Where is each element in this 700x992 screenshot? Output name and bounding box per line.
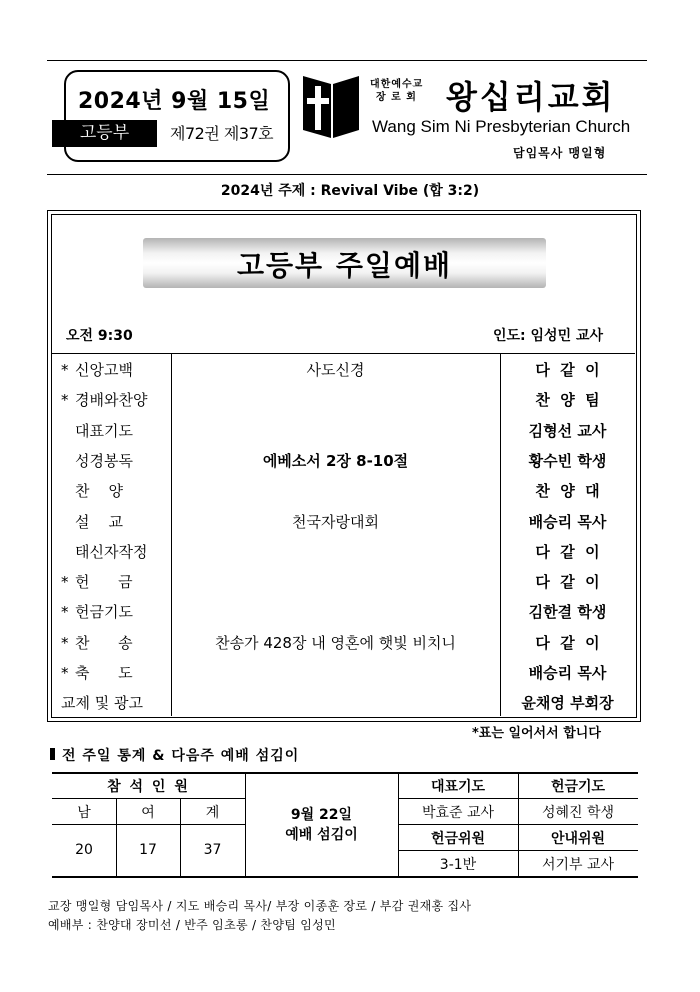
order-item-label: 성경봉독 <box>75 451 133 470</box>
order-item-label: 설 교 <box>75 512 124 531</box>
stats-line-att2 <box>52 824 245 825</box>
volume-number: 제72권 제37호 <box>170 124 274 143</box>
order-item-label: 교제 및 광고 <box>61 694 143 713</box>
footer-staff: 교장 맹일형 담임목사 / 지도 배승리 목사/ 부장 이종훈 장로 / 부감 권재홍 집사 <box>48 899 472 913</box>
order-row <box>51 567 635 597</box>
denomination-line1: 대한예수교 <box>370 79 424 90</box>
order-item-label: 축 도 <box>75 664 133 682</box>
order-person: 황수빈 학생 <box>528 451 607 470</box>
standing-star: * <box>61 573 69 592</box>
church-name: 왕십리교회 <box>446 78 616 116</box>
church-english-name: Wang Sim Ni Presbyterian Church <box>372 117 631 136</box>
col-female: 여 <box>141 805 155 821</box>
order-row <box>51 507 635 537</box>
order-person: 배승리 목사 <box>528 512 607 531</box>
order-item-label: 헌 금 <box>75 573 133 592</box>
order-row <box>51 537 635 567</box>
yearly-theme: 2024년 주제 : Revival Vibe (합 3:2) <box>220 183 480 199</box>
order-item-label: 헌금기도 <box>75 603 133 622</box>
col-total: 계 <box>205 805 220 821</box>
role-label-offering-prayer: 헌금기도 <box>550 779 606 795</box>
stats-line-top <box>52 772 638 774</box>
order-item-label: 찬 양 <box>75 482 124 501</box>
header-top-rule <box>47 60 647 61</box>
role-label-prayer: 대표기도 <box>430 779 486 795</box>
order-person: 다 같 이 <box>535 633 600 652</box>
order-person: 찬 양 대 <box>535 482 600 501</box>
senior-pastor: 담임목사 맹일형 <box>513 146 607 160</box>
order-row <box>51 416 635 446</box>
stats-table <box>52 772 638 878</box>
role-label-offering: 헌금위원 <box>430 831 486 847</box>
role-person-prayer: 박효준 교사 <box>421 805 495 821</box>
order-person: 윤채영 부회장 <box>521 694 614 713</box>
attendance-header: 참 석 인 원 <box>107 779 190 795</box>
stats-line-bottom <box>52 876 638 878</box>
role-person-usher: 서기부 교사 <box>541 857 615 873</box>
role-label-usher: 안내위원 <box>550 831 606 847</box>
order-item-label: 대표기도 <box>75 421 133 440</box>
value-male: 20 <box>75 842 93 858</box>
standing-star: * <box>61 361 69 379</box>
order-content: 에베소서 2장 8-10절 <box>262 451 409 470</box>
order-person: 김한결 학생 <box>528 603 607 622</box>
service-leader: 인도: 임성민 교사 <box>493 328 604 344</box>
next-service-date: 9월 22일 <box>290 807 353 823</box>
order-item-label: 경배와찬양 <box>75 391 148 410</box>
header-bottom-rule <box>47 174 647 175</box>
stats-section-title: 전 주일 통계 & 다음주 예배 섬김이 <box>62 748 300 764</box>
order-person: 다 같 이 <box>535 542 600 561</box>
church-cross-logo <box>301 72 361 142</box>
order-content: 사도신경 <box>306 361 365 379</box>
denomination-line2: 장 로 회 <box>376 92 417 103</box>
order-row <box>51 628 635 658</box>
standing-star: * <box>61 391 69 410</box>
order-row <box>51 446 635 476</box>
next-service-label: 예배 섬김이 <box>285 827 358 843</box>
order-row <box>51 476 635 506</box>
order-content: 천국자랑대회 <box>292 512 379 531</box>
order-person: 김형선 교사 <box>528 421 607 440</box>
standing-star: * <box>61 664 69 682</box>
order-content: 찬송가 428장 내 영혼에 햇빛 비치니 <box>215 633 456 652</box>
col-male: 남 <box>77 805 91 821</box>
role-person-offering: 3-1반 <box>439 857 477 873</box>
stats-line-att1 <box>52 798 245 799</box>
order-row <box>51 385 635 415</box>
order-item-label: 찬 송 <box>75 633 133 652</box>
value-female: 17 <box>139 842 157 858</box>
bulletin-date: 2024년 9월 15일 <box>78 89 271 114</box>
denomination-text <box>370 78 442 104</box>
standing-star: * <box>61 633 69 652</box>
footer-worship-dept: 예배부 : 찬양대 장미선 / 반주 임초롱 / 찬양팀 임성민 <box>48 918 336 932</box>
order-person: 다 같 이 <box>535 573 600 592</box>
section-bullet <box>50 748 55 760</box>
standing-star: * <box>61 603 69 622</box>
service-title: 고등부 주일예배 <box>236 249 453 282</box>
order-item-label: 신앙고백 <box>75 361 133 379</box>
order-row <box>51 658 635 688</box>
order-row <box>51 597 635 627</box>
order-item-label: 태신자작정 <box>75 542 148 561</box>
order-row <box>51 355 635 385</box>
order-row <box>51 688 635 718</box>
role-person-offering-prayer: 성혜진 학생 <box>541 805 615 821</box>
department-tag: 고등부 <box>52 120 157 147</box>
value-total: 37 <box>203 842 222 858</box>
order-separator <box>51 353 635 354</box>
service-time: 오전 9:30 <box>66 328 133 344</box>
order-person: 배승리 목사 <box>528 664 607 682</box>
order-person: 다 같 이 <box>535 361 600 379</box>
standing-note: *표는 일어서서 합니다 <box>472 726 601 741</box>
order-person: 찬 양 팀 <box>535 391 600 410</box>
